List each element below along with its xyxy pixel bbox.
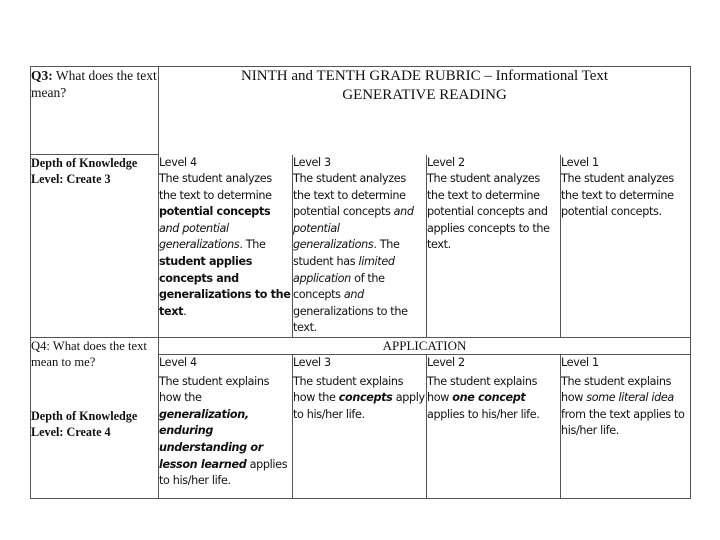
q3-level-4-text-e: student applies concepts and generalizations to the text bbox=[159, 255, 291, 318]
application-header: APPLICATION bbox=[159, 338, 691, 355]
q4-level-2-text-c: applies to his/her life. bbox=[427, 407, 540, 421]
q3-level-4-label: Level 4 bbox=[159, 155, 197, 169]
q3-question-label: Q3: bbox=[31, 68, 53, 83]
q3-dok-label: Depth of Knowledge Level: Create 3 bbox=[31, 156, 138, 186]
q4-level-2-cell bbox=[427, 355, 561, 499]
q4-level-2-text-a: The student explains how bbox=[427, 374, 538, 405]
q4-level-3-text-a: The student explains how the bbox=[293, 374, 404, 405]
q3-level-3-text-d: limited application bbox=[293, 255, 395, 285]
q4-question: Q4: What does the text mean to me? bbox=[31, 339, 147, 370]
q4-level-4-cell bbox=[159, 355, 293, 499]
q3-level-2-text: The student analyzes the text to determine potential concepts and applies concepts to the text. bbox=[427, 172, 550, 252]
q3-question-cell bbox=[31, 67, 159, 155]
q3-level-3-text-c: . The student has bbox=[293, 238, 400, 269]
q4-level-3-label: Level 3 bbox=[293, 356, 331, 370]
q3-level-4-cell bbox=[159, 155, 293, 338]
q4-level-2-label: Level 2 bbox=[427, 356, 465, 370]
q4-level-1-cell bbox=[561, 355, 691, 499]
q3-level-4-text-f: . bbox=[183, 304, 187, 318]
q4-level-2-text-b: one concept bbox=[452, 391, 526, 405]
q3-level-3-cell bbox=[293, 155, 427, 338]
q4-application-row bbox=[31, 338, 691, 355]
q3-level-4-text-a: The student analyzes the text to determine bbox=[159, 172, 272, 202]
q4-level-3-text-c: apply to his/her life. bbox=[293, 391, 425, 421]
q3-level-1-text: The student analyzes the text to determine potential concepts. bbox=[561, 172, 674, 219]
rubric-title-cell bbox=[159, 67, 691, 155]
q4-dok-label: Depth of Knowledge Level: Create 4 bbox=[31, 409, 138, 440]
q3-level-3-text-e: of the concepts bbox=[293, 271, 385, 302]
q3-level-4-text-d: . The bbox=[239, 238, 266, 252]
q3-dok-cell bbox=[31, 155, 159, 338]
q3-level-2-cell bbox=[427, 155, 561, 338]
q3-level-3-text-b: and potential generalizations bbox=[293, 205, 414, 252]
q3-level-3-text-f: and bbox=[343, 288, 364, 302]
q4-question-cell bbox=[31, 338, 159, 499]
rubric-subtitle: GENERATIVE READING bbox=[342, 87, 507, 103]
rubric-title: NINTH and TENTH GRADE RUBRIC – Informational Text bbox=[240, 68, 609, 84]
q4-level-4-text-a: The student explains how the bbox=[159, 374, 270, 405]
q3-level-3-text-a: The student analyzes the text to determine potential concepts bbox=[293, 172, 406, 219]
q4-level-3-text-b: concepts bbox=[338, 391, 393, 405]
q3-level-2-label: Level 2 bbox=[427, 155, 465, 169]
q4-level-4-text-c: applies to his/her life. bbox=[159, 457, 288, 488]
q4-level-4-label: Level 4 bbox=[159, 356, 197, 370]
rubric-header-row bbox=[31, 67, 691, 155]
q4-level-3-cell bbox=[293, 355, 427, 499]
q4-level-4-text-b: generalization, enduring understanding or lesson learned bbox=[159, 407, 263, 471]
q3-level-3-label: Level 3 bbox=[293, 155, 331, 169]
q4-level-1-text-b: some literal idea bbox=[586, 391, 674, 405]
q3-level-4-text-b: potential concepts bbox=[159, 205, 271, 219]
q3-level-1-label: Level 1 bbox=[561, 155, 599, 169]
rubric-table bbox=[30, 66, 691, 499]
q4-level-1-text-c: from the text applies to his/her life. bbox=[561, 407, 685, 438]
q3-levels-row bbox=[31, 155, 691, 338]
q3-level-3-text-g: generalizations to the text. bbox=[293, 304, 408, 335]
q3-level-1-cell bbox=[561, 155, 691, 338]
q4-level-1-text-a: The student explains how bbox=[561, 374, 672, 405]
q3-question-text: What does the text mean? bbox=[31, 68, 157, 100]
q3-level-4-text-c: and potential generalizations bbox=[159, 221, 240, 252]
q4-level-1-label: Level 1 bbox=[561, 356, 599, 370]
